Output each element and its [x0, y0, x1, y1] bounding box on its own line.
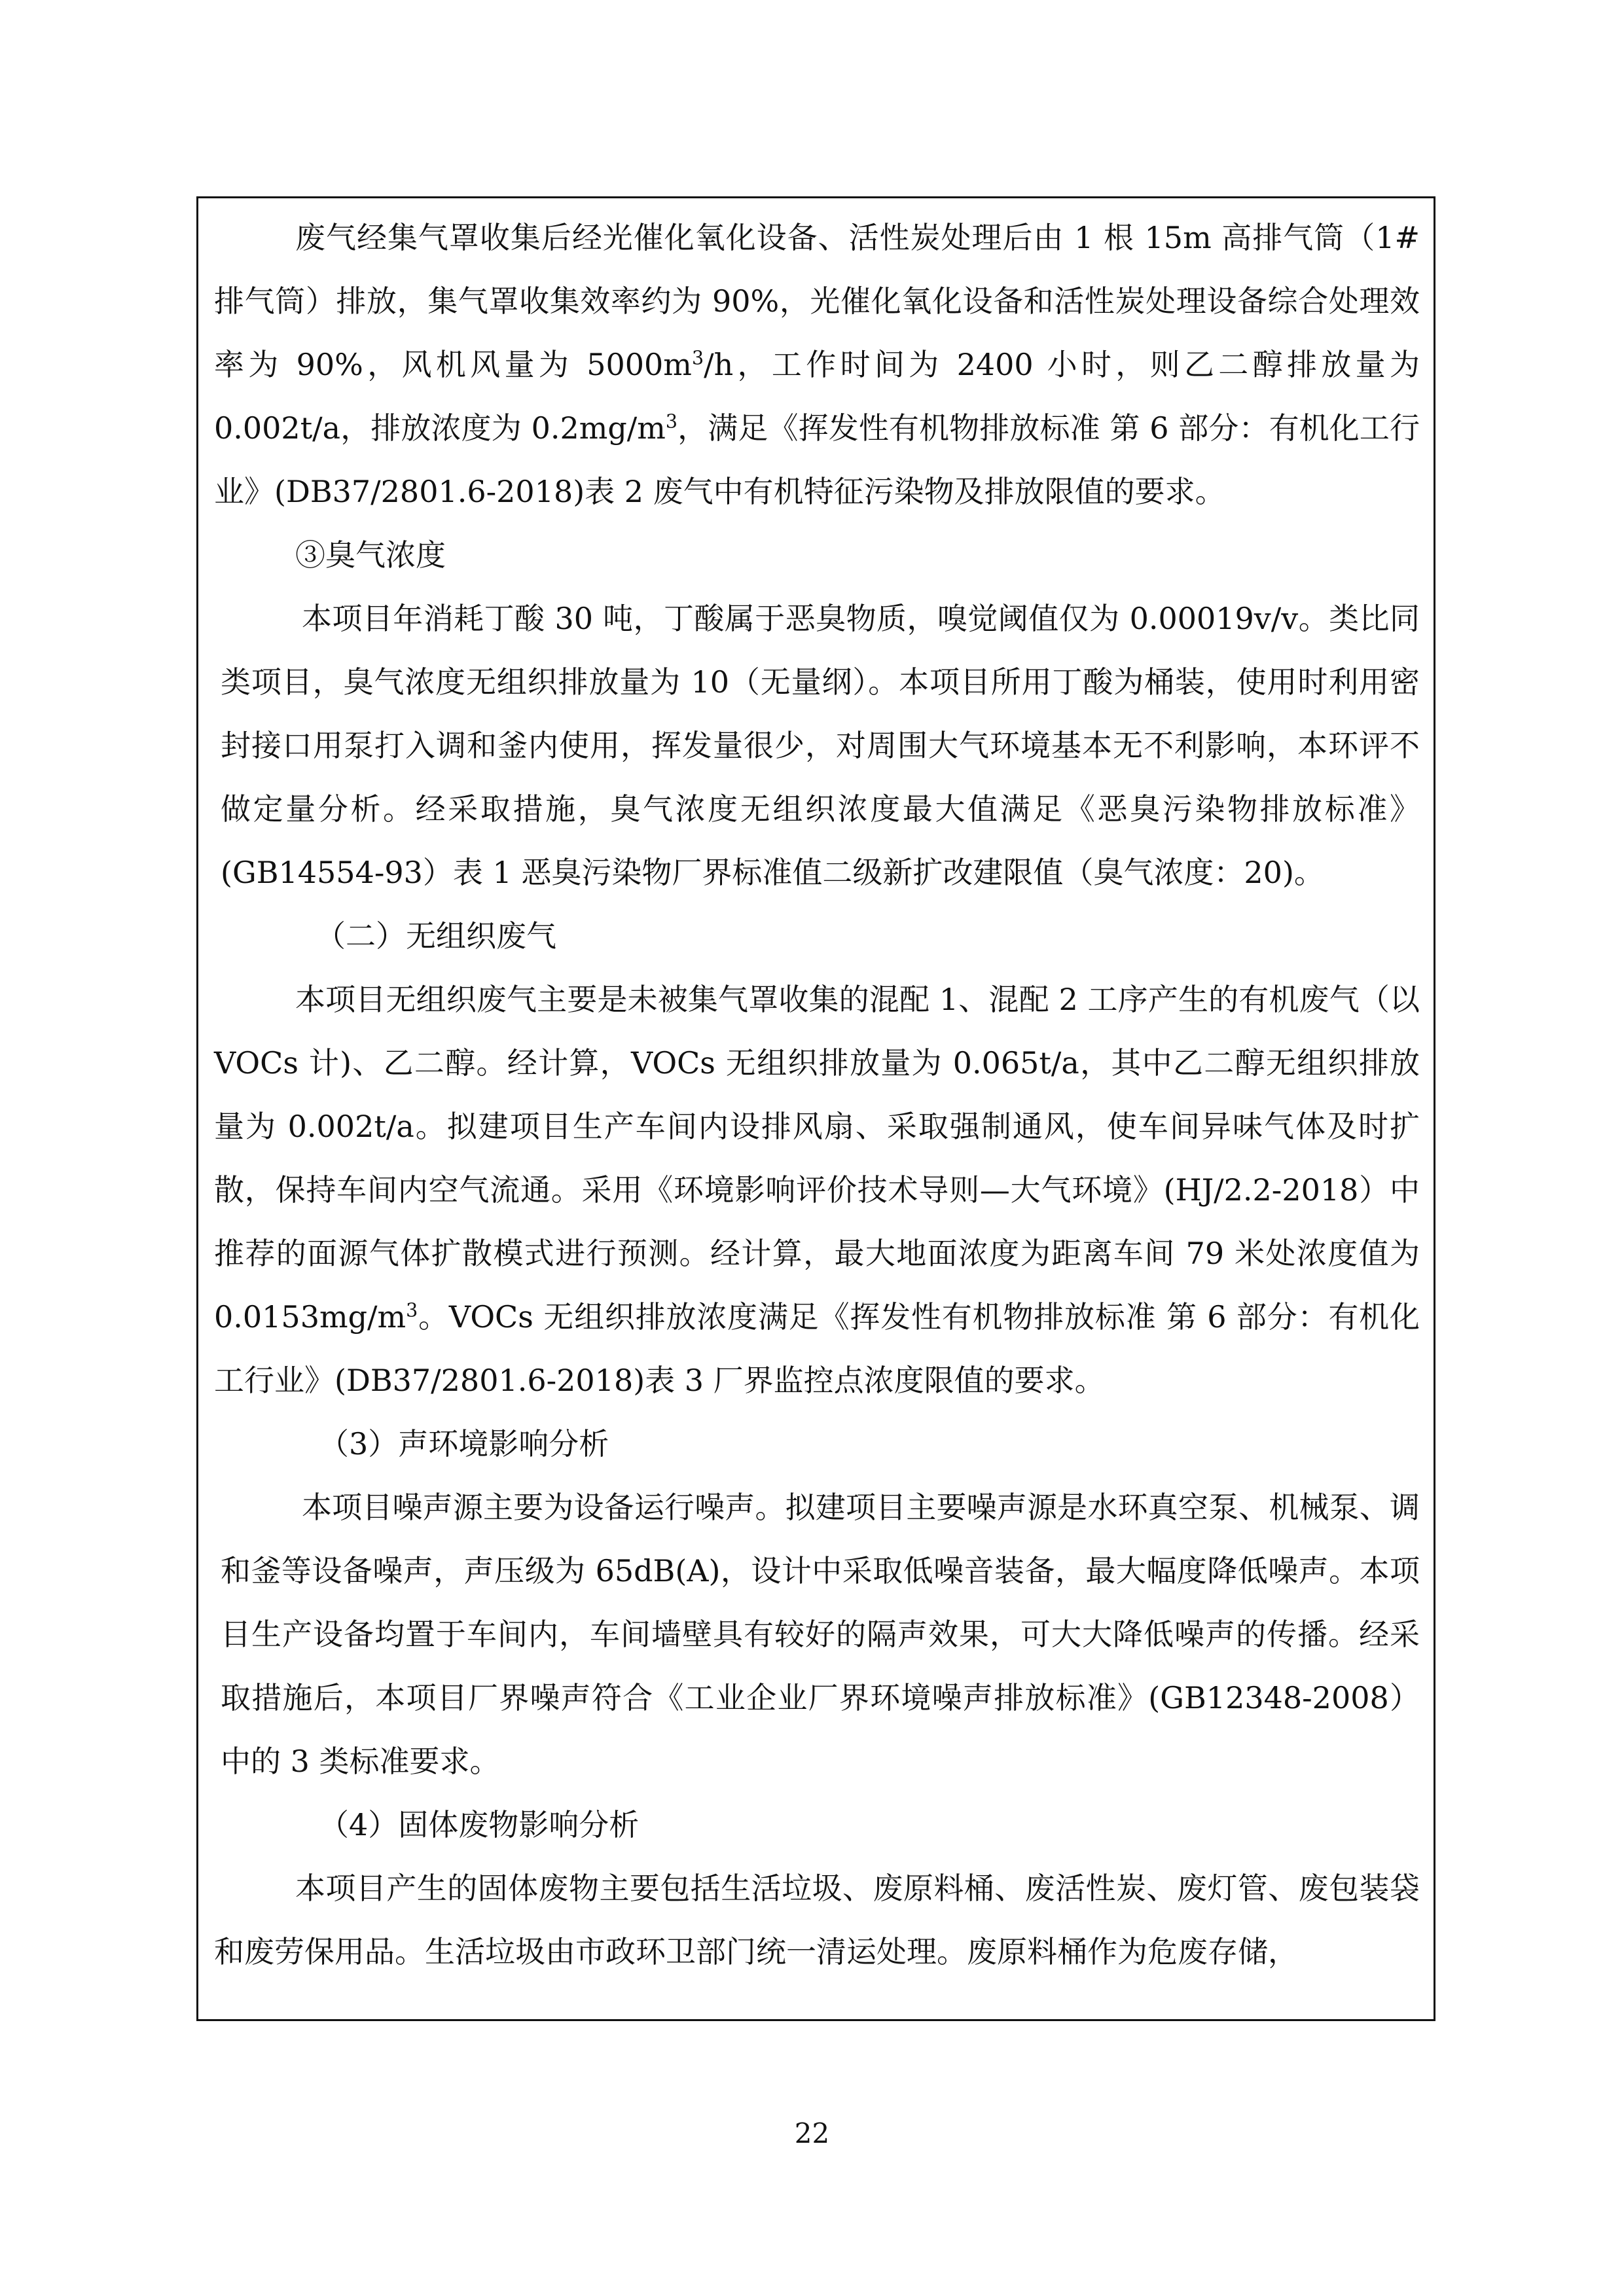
content-frame: [196, 196, 1435, 2021]
text-segment: 本项目无组织废气主要是未被集气罩收集的混配 1、混配 2 工序产生的有机废气（以 VOCs 计)、乙二醇。经计算，VOCs 无组织排放量为 0.065t/a，其中乙二醇无组织排放量为 0.002t/a。拟建项目生产车间内设排风扇、采取强制通风，使车间异味气体及时扩散，保持车间内空气流通。采用《环境影响评价技术导则—大气环境》(HJ/2.2-2018）中推荐的面源气体扩散模式进行预测。经计算，最大地面浓度为距离车间 79 米处浓度值为 0.0153mg/m: [214, 982, 1420, 1335]
superscript: 3: [691, 347, 704, 369]
page-number: 22: [794, 2117, 830, 2149]
heading-solid-waste: （4）固体废物影响分析: [319, 1807, 640, 1842]
heading-fugitive-emissions: （二）无组织废气: [316, 918, 556, 954]
paragraph-solid-waste: 本项目产生的固体废物主要包括生活垃圾、废原料桶、废活性炭、废灯管、废包装袋和废劳保用品。生活垃圾由市政环卫部门统一清运处理。废原料桶作为危废存储，: [214, 1871, 1420, 1969]
text-segment: 。VOCs 无组织排放浓度满足《挥发性有机物排放标准 第 6 部分：有机化工行业》(DB37/2801.6-2018)表 3 厂界监控点浓度限值的要求。: [214, 1299, 1420, 1398]
paragraph-noise: 本项目噪声源主要为设备运行噪声。拟建项目主要噪声源是水环真空泵、机械泵、调和釜等设备噪声，声压级为 65dB(A)，设计中采取低噪音装备，最大幅度降低噪声。本项目生产设备均置于车间内，车间墙壁具有较好的隔声效果，可大大降低噪声的传播。经采取措施后，本项目厂界噪声符合《工业企业厂界环境噪声排放标准》(GB12348-2008）中的 3 类标准要求。: [221, 1490, 1420, 1779]
text-segment: ，满足《挥发性有机物排放标准 第 6 部分：有机化工行业》(DB37/2801.6-2018)表 2 废气中有机特征污染物及排放限值的要求。: [214, 410, 1420, 509]
superscript: 3: [406, 1299, 418, 1321]
document-body: [214, 206, 1420, 1984]
heading-noise-analysis: （3）声环境影响分析: [319, 1426, 609, 1462]
paragraph-fugitive: [214, 968, 1420, 1412]
heading-odor-concentration: ③臭气浓度: [295, 537, 446, 573]
paragraph-exhaust-treatment: [214, 206, 1420, 524]
text-segment: /h，工作时间为 2400 小时，则乙二醇排放量为0.002t/a，排放浓度为 0.2mg/m: [214, 347, 1420, 446]
paragraph-odor: 本项目年消耗丁酸 30 吨，丁酸属于恶臭物质，嗅觉阈值仅为 0.00019v/v。类比同类项目，臭气浓度无组织排放量为 10（无量纲）。本项目所用丁酸为桶装，使用时利用密封接口用泵打入调和釜内使用，挥发量很少，对周围大气环境基本无不利影响，本环评不做定量分析。经采取措施，臭气浓度无组织浓度最大值满足《恶臭污染物排放标准》(GB14554-93）表 1 恶臭污染物厂界标准值二级新扩改建限值（臭气浓度：20)。: [221, 601, 1420, 890]
text-segment: 废气经集气罩收集后经光催化氧化设备、活性炭处理后由 1 根 15m 高排气筒（1#排气筒）排放，集气罩收集效率约为 90%，光催化氧化设备和活性炭处理设备综合处理效率为 90%，风机风量为 5000m: [214, 220, 1420, 382]
superscript: 3: [665, 410, 678, 433]
